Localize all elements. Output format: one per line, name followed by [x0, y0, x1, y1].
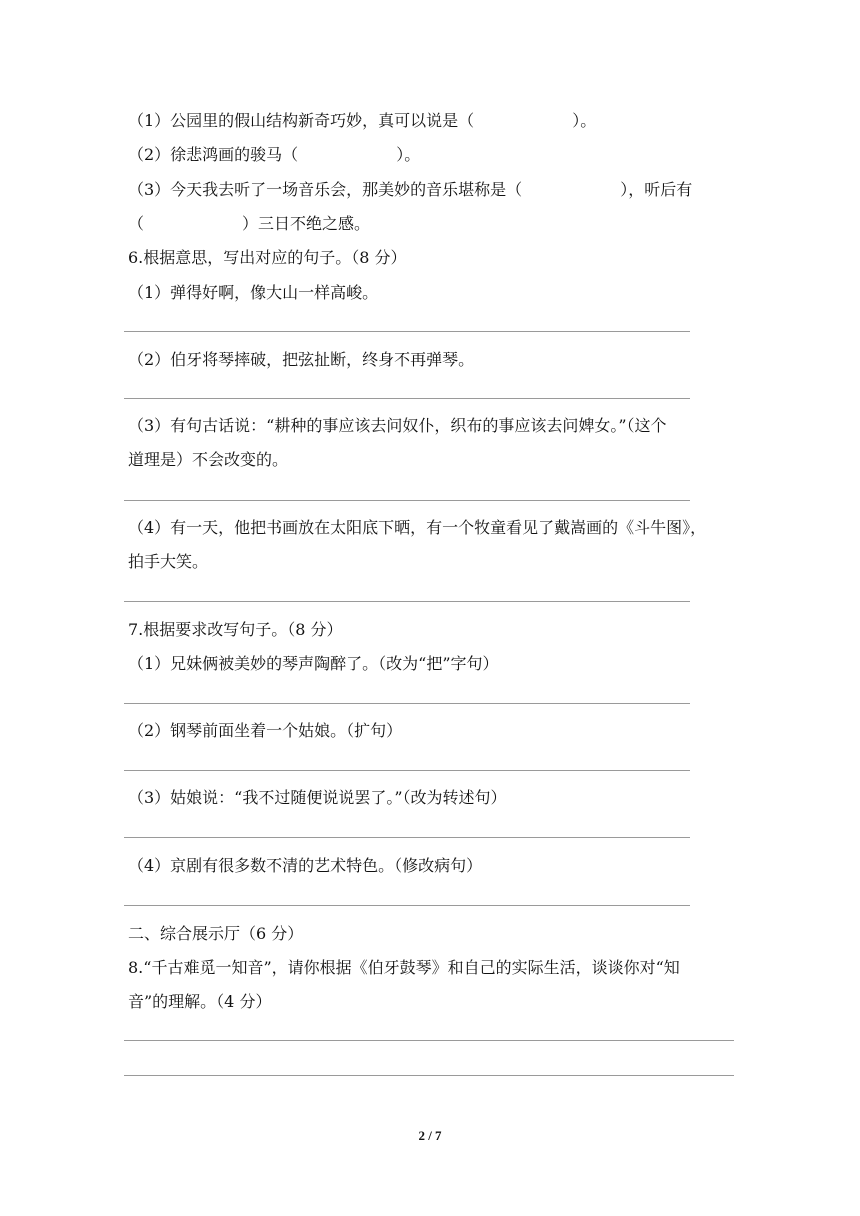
- q5-item-2-end: ）。: [396, 145, 421, 164]
- answer-line[interactable]: [124, 331, 690, 332]
- q6-title: 6.根据意思，写出对应的句子。（8 分）: [128, 248, 407, 267]
- answer-line[interactable]: [124, 500, 690, 501]
- q6-item-3-line-2: 道理是）不会改变的。: [128, 450, 289, 469]
- answer-line[interactable]: [124, 703, 690, 704]
- q7-item-2: （2）钢琴前面坐着一个姑娘。（扩句）: [128, 721, 403, 740]
- q8-line-2: 音”的理解。（4 分）: [128, 992, 272, 1011]
- q7-item-4: （4）京剧有很多数不清的艺术特色。（修改病句）: [128, 856, 483, 875]
- q8-line-1: 8.“千古难觅一知音”，请你根据《伯牙鼓琴》和自己的实际生活，谈谈你对“知: [128, 958, 680, 977]
- q7-title: 7.根据要求改写句子。（8 分）: [128, 620, 343, 639]
- section-2-title: 二、综合展示厅（6 分）: [128, 924, 304, 943]
- q6-item-3-line-1: （3）有句古话说：“耕种的事应该去问奴仆，织布的事应该去问婢女。”（这个: [128, 416, 667, 435]
- q5-item-1: [128, 111, 596, 131]
- q5-item-2-text: （2）徐悲鸿画的骏马（: [128, 145, 299, 164]
- answer-line[interactable]: [124, 1040, 734, 1041]
- q6-item-1: （1）弹得好啊，像大山一样高峻。: [128, 283, 379, 302]
- q5-item-3-continued: [128, 214, 370, 234]
- q5-item-3-open: （: [128, 214, 145, 233]
- q6-item-4-line-1: （4）有一天，他把书画放在太阳底下晒，有一个牧童看见了戴嵩画的《斗牛图》，: [128, 518, 707, 537]
- q5-item-1-end: ）。: [572, 111, 597, 130]
- answer-line[interactable]: [124, 398, 690, 399]
- q5-item-2: [128, 145, 420, 165]
- q6-item-4-line-2: 拍手大笑。: [128, 552, 209, 571]
- answer-line[interactable]: [124, 601, 690, 602]
- q5-item-1-text: （1）公园里的假山结构新奇巧妙，真可以说是（: [128, 111, 475, 130]
- q5-item-3: [128, 180, 692, 200]
- answer-line[interactable]: [124, 1075, 734, 1076]
- q6-item-2: （2）伯牙将琴摔破，把弦扯断，终身不再弹琴。: [128, 350, 475, 369]
- page-number: 2 / 7: [418, 1128, 442, 1143]
- q7-item-1: （1）兄妹俩被美妙的琴声陶醉了。（改为“把”字句）: [128, 654, 499, 673]
- q5-item-3-mid: ），听后有: [620, 180, 693, 199]
- answer-line[interactable]: [124, 770, 690, 771]
- q5-item-3-end: ）三日不绝之感。: [242, 214, 371, 233]
- q5-item-3-text: （3）今天我去听了一场音乐会，那美妙的音乐堪称是（: [128, 180, 523, 199]
- q7-item-3: （3）姑娘说：“我不过随便说说罢了。”（改为转述句）: [128, 788, 507, 807]
- answer-line[interactable]: [124, 905, 690, 906]
- answer-line[interactable]: [124, 837, 690, 838]
